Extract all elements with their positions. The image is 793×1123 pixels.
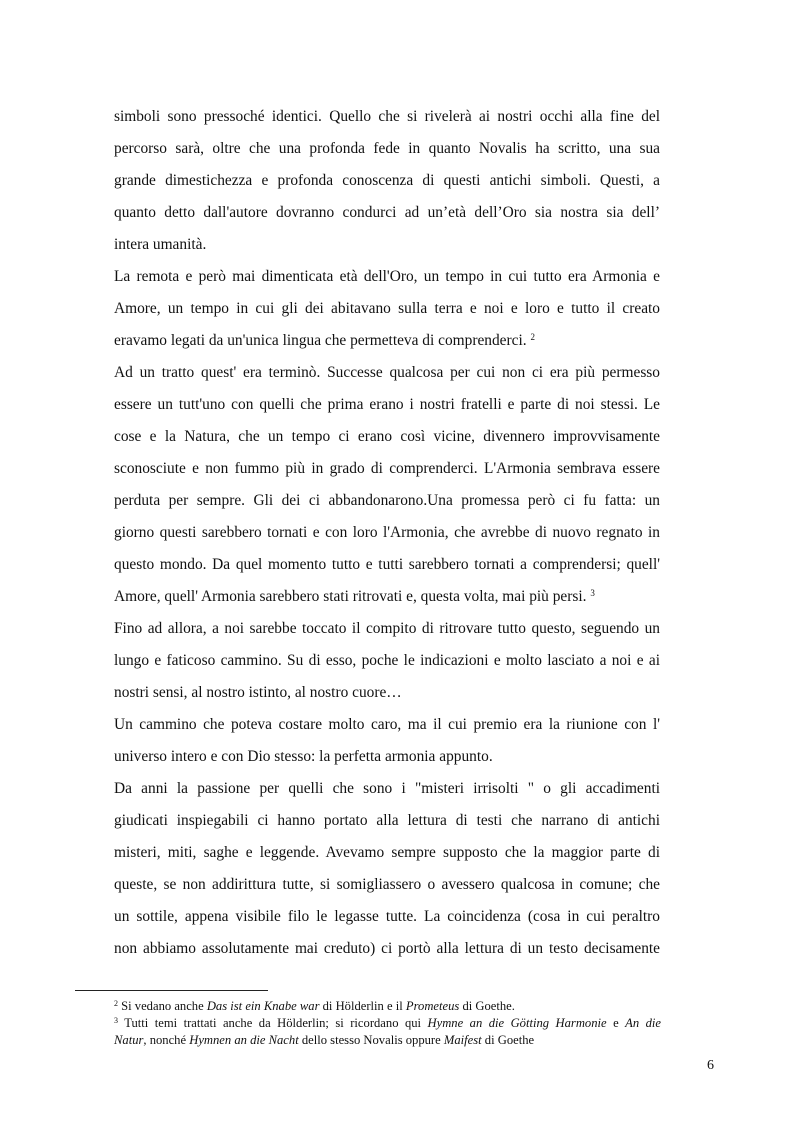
- body-line-text: sconosciute e non fummo più in grado di comprenderci. L'Armonia sembrava essere: [114, 460, 660, 477]
- footnote-title: Maifest: [443, 1033, 482, 1047]
- body-line-text: cose e la Natura, che un tempo ci erano così vicine, divennero improvvisamente: [114, 428, 660, 445]
- body-line-text: Ad un tratto quest' era terminò. Successe qualcosa per cui non ci era più permesso: [114, 364, 660, 381]
- body-line: [114, 613, 660, 645]
- body-line-text: quanto detto dall'autore dovranno condurci ad un’età dell’Oro sia nostra sia dell’: [114, 204, 660, 221]
- body-line: [114, 421, 660, 453]
- body-line-text: Da anni la passione per quelli che sono i "misteri irrisolti " o gli accadimenti: [114, 780, 660, 797]
- body-line: [114, 773, 660, 805]
- body-line: [114, 677, 660, 709]
- body-line-text: non abbiamo assolutamente mai creduto) ci portò alla lettura di un testo decisamente: [114, 940, 660, 957]
- footnote-reference: 3: [590, 588, 595, 598]
- page-number: 6: [707, 1058, 714, 1073]
- body-line: [114, 229, 660, 261]
- body-text: [114, 101, 660, 965]
- footnote-title: An die: [625, 1016, 661, 1030]
- footnote-text: e: [606, 1016, 626, 1030]
- footnote-title: Das ist ein Knabe war: [206, 999, 320, 1013]
- body-line: [114, 293, 660, 325]
- body-line-text: intera umanità.: [114, 236, 207, 253]
- footnotes: [114, 998, 661, 1049]
- footnote-text: , nonché: [143, 1033, 190, 1047]
- body-line-text: simboli sono pressoché identici. Quello che si rivelerà ai nostri occhi alla fine del: [114, 108, 660, 125]
- body-line: [114, 325, 660, 357]
- footnote-separator: [75, 990, 268, 991]
- footnote-reference: 2: [530, 332, 535, 342]
- body-line: [114, 741, 660, 773]
- footnote-text: di Goethe.: [459, 999, 515, 1013]
- body-line-text: percorso sarà, oltre che una profonda fede in quanto Novalis ha scritto, una sua: [114, 140, 660, 157]
- body-line-text: lungo e faticoso cammino. Su di esso, poche le indicazioni e molto lasciato a noi e ai: [114, 652, 660, 669]
- body-line: [114, 101, 660, 133]
- footnote-text: di Hölderlin e il: [319, 999, 406, 1013]
- footnote-line: [114, 1015, 661, 1032]
- body-line: [114, 389, 660, 421]
- body-line-text: Un cammino che poteva costare molto caro, ma il cui premio era la riunione con l': [114, 716, 660, 733]
- body-line-text: essere un tutt'uno con quelli che prima erano i nostri fratelli e parte di noi stessi. Le: [114, 396, 660, 413]
- footnote-line: [114, 998, 661, 1015]
- footnote-text: Si vedano anche: [118, 999, 207, 1013]
- body-line-text: perduta per sempre. Gli dei ci abbandonarono.Una promessa però ci fu fatta: un: [114, 492, 660, 509]
- body-line-text: un sottile, appena visibile filo le legasse tutte. La coincidenza (cosa in cui peraltro: [114, 908, 660, 925]
- body-line: [114, 357, 660, 389]
- body-line: [114, 549, 660, 581]
- body-line-text: misteri, miti, saghe e leggende. Avevamo sempre supposto che la maggior parte di: [114, 844, 660, 861]
- body-line-text: eravamo legati da un'unica lingua che permetteva di comprenderci.: [114, 332, 527, 349]
- footnote: [114, 998, 661, 1015]
- body-line-text: Amore, quell' Armonia sarebbero stati ritrovati e, questa volta, mai più persi.: [114, 588, 587, 605]
- body-line-text: giorno questi sarebbero tornati e con loro l'Armonia, che avrebbe di nuovo regnato in: [114, 524, 660, 541]
- body-line-text: questo mondo. Da quel momento tutto e tutti sarebbero tornati a comprendersi; quell': [114, 556, 660, 573]
- body-line: [114, 901, 660, 933]
- body-line: [114, 453, 660, 485]
- footnote-number: 2: [114, 999, 118, 1008]
- footnote-title: Natur: [114, 1033, 144, 1047]
- body-line-text: nostri sensi, al nostro istinto, al nostro cuore…: [114, 684, 402, 701]
- footnote-title: Prometeus: [405, 999, 460, 1013]
- footnote-line: [114, 1032, 661, 1049]
- body-line: [114, 709, 660, 741]
- footnote-text: dello stesso Novalis oppure: [298, 1033, 444, 1047]
- body-line: [114, 805, 660, 837]
- body-line-text: giudicati inspiegabili ci hanno portato alla lettura di testi che narrano di antichi: [114, 812, 660, 829]
- body-line-text: queste, se non addirittura tutte, si somigliassero o avessero qualcosa in comune; che: [114, 876, 660, 893]
- body-line: [114, 869, 660, 901]
- body-line: [114, 485, 660, 517]
- footnote-text: di Goethe: [481, 1033, 535, 1047]
- body-line-text: Amore, un tempo in cui gli dei abitavano sulla terra e noi e loro e tutto il creato: [114, 300, 660, 317]
- body-line: [114, 133, 660, 165]
- body-line: [114, 645, 660, 677]
- body-line-text: grande dimestichezza e profonda conoscenza di questi antichi simboli. Questi, a: [114, 172, 660, 189]
- body-line: [114, 517, 660, 549]
- body-line: [114, 837, 660, 869]
- footnote-text: Tutti temi trattati anche da Hölderlin; si ricordano qui: [118, 1016, 428, 1030]
- footnote-title: Hymne an die Götting Harmonie: [427, 1016, 607, 1030]
- body-line: [114, 197, 660, 229]
- body-line: [114, 165, 660, 197]
- body-line-text: La remota e però mai dimenticata età dell'Oro, un tempo in cui tutto era Armonia e: [114, 268, 660, 285]
- body-line: [114, 581, 660, 613]
- body-line-text: universo intero e con Dio stesso: la perfetta armonia appunto.: [114, 748, 493, 765]
- body-line: [114, 933, 660, 965]
- footnote-number: 3: [114, 1016, 118, 1025]
- footnote: [114, 1015, 661, 1049]
- footnote-title: Hymnen an die Nacht: [189, 1033, 299, 1047]
- body-line-text: Fino ad allora, a noi sarebbe toccato il compito di ritrovare tutto questo, seguendo un: [114, 620, 660, 637]
- body-line: [114, 261, 660, 293]
